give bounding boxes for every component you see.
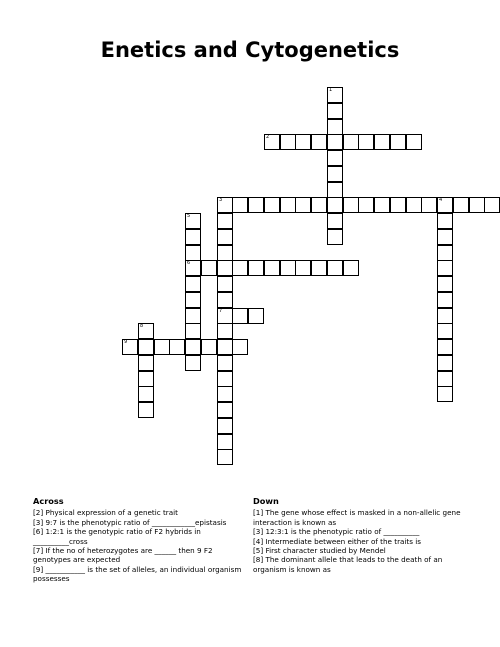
clue-number: [7] xyxy=(33,546,44,556)
grid-cell[interactable] xyxy=(437,260,453,276)
clue-number-label: 7 xyxy=(219,308,223,314)
clue-number-label: 4 xyxy=(439,197,443,203)
grid-cell[interactable] xyxy=(217,292,233,308)
grid-cell[interactable] xyxy=(138,323,154,339)
across-clue-6 xyxy=(33,527,247,546)
grid-cell[interactable] xyxy=(217,323,233,339)
clue-text: The gene whose effect is masked in a non-allelic gene interaction is known as xyxy=(253,508,461,527)
grid-cell[interactable] xyxy=(232,260,248,276)
grid-cell[interactable] xyxy=(406,197,422,213)
clue-number: [3] xyxy=(253,527,264,537)
grid-cell[interactable] xyxy=(232,197,248,213)
grid-cell[interactable] xyxy=(327,197,343,213)
clue-number-label: 5 xyxy=(187,213,191,219)
across-clue-2 xyxy=(33,508,247,517)
grid-cell[interactable] xyxy=(217,260,233,276)
clue-text: 12:3:1 is the phenotypic ratio of __________ xyxy=(265,527,420,537)
grid-cell[interactable] xyxy=(327,87,343,103)
across-clue-7 xyxy=(33,546,247,565)
grid-cell[interactable] xyxy=(327,166,343,182)
grid-cell[interactable] xyxy=(311,260,327,276)
grid-cell[interactable] xyxy=(264,197,280,213)
grid-cell[interactable] xyxy=(374,197,390,213)
clue-text: ___________ is the set of alleles, an individual organism possesses xyxy=(33,564,242,584)
grid-cell[interactable] xyxy=(185,260,201,276)
grid-cell[interactable] xyxy=(437,197,453,213)
grid-cell[interactable] xyxy=(122,339,138,355)
grid-cell[interactable] xyxy=(406,134,422,150)
clue-text: First character studied by Mendel xyxy=(265,546,386,556)
grid-cell[interactable] xyxy=(217,355,233,371)
grid-cell[interactable] xyxy=(327,229,343,245)
grid-cell[interactable] xyxy=(185,229,201,245)
grid-cell[interactable] xyxy=(217,371,233,387)
grid-cell[interactable] xyxy=(201,260,217,276)
grid-cell[interactable] xyxy=(264,260,280,276)
clue-number-label: 1 xyxy=(329,87,333,93)
grid-cell[interactable] xyxy=(421,197,437,213)
grid-cell[interactable] xyxy=(217,197,233,213)
grid-cell[interactable] xyxy=(185,339,201,355)
grid-cell[interactable] xyxy=(295,197,311,213)
across-clues xyxy=(33,497,247,584)
down-heading: Down xyxy=(253,496,279,506)
grid-cell[interactable] xyxy=(185,355,201,371)
grid-cell[interactable] xyxy=(217,229,233,245)
grid-cell[interactable] xyxy=(484,197,500,213)
grid-cell[interactable] xyxy=(390,134,406,150)
down-clue-1 xyxy=(253,508,467,527)
grid-cell[interactable] xyxy=(437,245,453,261)
grid-cell[interactable] xyxy=(201,339,217,355)
grid-cell[interactable] xyxy=(217,434,233,450)
grid-cell[interactable] xyxy=(264,134,280,150)
grid-cell[interactable] xyxy=(437,229,453,245)
grid-cell[interactable] xyxy=(343,197,359,213)
clue-number: [8] xyxy=(253,555,264,565)
grid-cell[interactable] xyxy=(138,402,154,418)
grid-cell[interactable] xyxy=(469,197,485,213)
clue-text: Physical expression of a genetic trait xyxy=(45,508,178,518)
grid-cell[interactable] xyxy=(232,339,248,355)
grid-cell[interactable] xyxy=(358,197,374,213)
clue-number-label: 8 xyxy=(140,323,144,329)
grid-cell[interactable] xyxy=(437,213,453,229)
clue-number: [9] xyxy=(33,564,44,574)
grid-cell[interactable] xyxy=(437,355,453,371)
grid-cell[interactable] xyxy=(437,339,453,355)
grid-cell[interactable] xyxy=(327,103,343,119)
clue-text: The dominant allele that leads to the death of an organism is known as xyxy=(253,555,443,574)
grid-cell[interactable] xyxy=(437,292,453,308)
grid-cell[interactable] xyxy=(248,308,264,324)
grid-cell[interactable] xyxy=(437,386,453,402)
grid-cell[interactable] xyxy=(154,339,170,355)
grid-cell[interactable] xyxy=(327,150,343,166)
puzzle-title: Enetics and Cytogenetics xyxy=(100,38,400,62)
grid-cell[interactable] xyxy=(343,260,359,276)
grid-cell[interactable] xyxy=(437,323,453,339)
across-clue-9 xyxy=(33,565,247,584)
grid-cell[interactable] xyxy=(185,276,201,292)
clue-number-label: 9 xyxy=(124,339,128,345)
grid-cell[interactable] xyxy=(437,308,453,324)
grid-cell[interactable] xyxy=(280,134,296,150)
clue-number: [3] xyxy=(33,517,44,527)
grid-cell[interactable] xyxy=(217,449,233,465)
grid-cell[interactable] xyxy=(217,276,233,292)
clue-number-label: 3 xyxy=(219,197,223,203)
down-clue-3 xyxy=(253,527,467,536)
grid-cell[interactable] xyxy=(390,197,406,213)
grid-cell[interactable] xyxy=(217,308,233,324)
clue-number: [2] xyxy=(33,508,44,518)
grid-cell[interactable] xyxy=(437,276,453,292)
grid-cell[interactable] xyxy=(248,197,264,213)
grid-cell[interactable] xyxy=(280,260,296,276)
grid-cell[interactable] xyxy=(185,323,201,339)
grid-cell[interactable] xyxy=(138,355,154,371)
clue-number: [6] xyxy=(33,527,44,537)
grid-cell[interactable] xyxy=(453,197,469,213)
grid-cell[interactable] xyxy=(217,245,233,261)
down-clue-5 xyxy=(253,546,467,555)
grid-cell[interactable] xyxy=(185,308,201,324)
grid-cell[interactable] xyxy=(138,386,154,402)
grid-cell[interactable] xyxy=(217,339,233,355)
clue-number: [4] xyxy=(253,536,264,546)
grid-cell[interactable] xyxy=(217,386,233,402)
grid-cell[interactable] xyxy=(217,402,233,418)
down-clue-8 xyxy=(253,555,467,574)
grid-cell[interactable] xyxy=(217,213,233,229)
down-clues xyxy=(253,497,467,574)
grid-cell[interactable] xyxy=(169,339,185,355)
grid-cell[interactable] xyxy=(232,308,248,324)
clue-number: [1] xyxy=(253,508,264,518)
grid-cell[interactable] xyxy=(327,134,343,150)
clue-text: Intermediate between either of the traits is xyxy=(265,536,422,546)
grid-cell[interactable] xyxy=(217,418,233,434)
clue-number-label: 6 xyxy=(187,260,191,266)
grid-cell[interactable] xyxy=(295,134,311,150)
grid-cell[interactable] xyxy=(280,197,296,213)
grid-cell[interactable] xyxy=(311,197,327,213)
grid-cell[interactable] xyxy=(311,134,327,150)
grid-cell[interactable] xyxy=(327,260,343,276)
clue-text: 1:2:1 is the genotypic ratio of F2 hybrids in __________cross xyxy=(33,527,201,546)
across-heading: Across xyxy=(33,496,64,506)
grid-cell[interactable] xyxy=(374,134,390,150)
clue-text: If the no of heterozygotes are ______ then 9 F2 genotypes are expected xyxy=(33,546,213,565)
grid-cell[interactable] xyxy=(138,339,154,355)
grid-cell[interactable] xyxy=(185,292,201,308)
grid-cell[interactable] xyxy=(185,213,201,229)
clue-text: 9:7 is the phenotypic ratio of ____________epistasis xyxy=(45,517,227,527)
grid-cell[interactable] xyxy=(327,182,343,198)
grid-cell[interactable] xyxy=(327,119,343,135)
grid-cell[interactable] xyxy=(358,134,374,150)
clue-number: [5] xyxy=(253,546,264,556)
grid-cell[interactable] xyxy=(138,371,154,387)
down-clue-4 xyxy=(253,537,467,546)
grid-cell[interactable] xyxy=(343,134,359,150)
grid-cell[interactable] xyxy=(437,371,453,387)
grid-cell[interactable] xyxy=(185,245,201,261)
grid-cell[interactable] xyxy=(248,260,264,276)
across-clue-3 xyxy=(33,518,247,527)
grid-cell[interactable] xyxy=(327,213,343,229)
grid-cell[interactable] xyxy=(295,260,311,276)
clue-number-label: 2 xyxy=(266,134,270,140)
